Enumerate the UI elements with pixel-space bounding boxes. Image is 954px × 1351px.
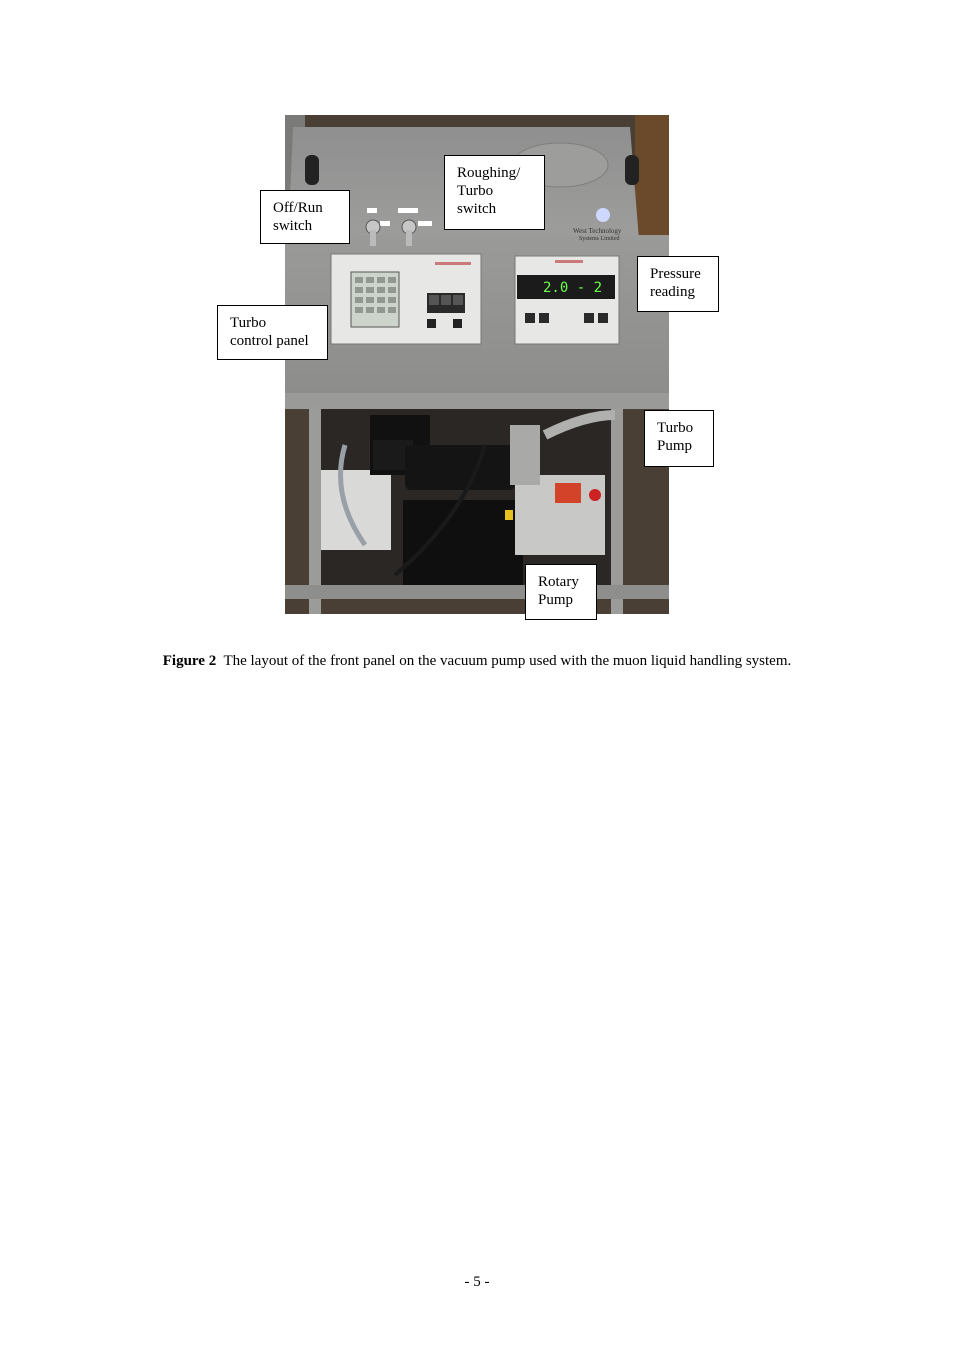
callout-roughing-turbo-switch: Roughing/ Turbo switch [444,155,545,230]
figure-caption [150,652,804,670]
callout-off-run-switch: Off/Run switch [260,190,350,244]
maker-text: West Technology [573,227,622,235]
callout-pressure-reading: Pressure reading [637,256,719,312]
maker-subtext: Systems Limited [579,236,620,242]
page-number: - 5 - [464,1274,490,1290]
callout-turbo-control-panel: Turbo control panel [217,305,328,360]
callout-turbo-pump: Turbo Pump [644,410,714,467]
callout-rotary-pump: Rotary Pump [525,564,597,620]
figure-label: Figure 2 [162,653,217,669]
pressure-display: 2.0 - 2 [543,280,603,296]
figure-caption-text: The layout of the front panel on the vacuum pump used with the muon liquid handling system. [223,653,792,669]
